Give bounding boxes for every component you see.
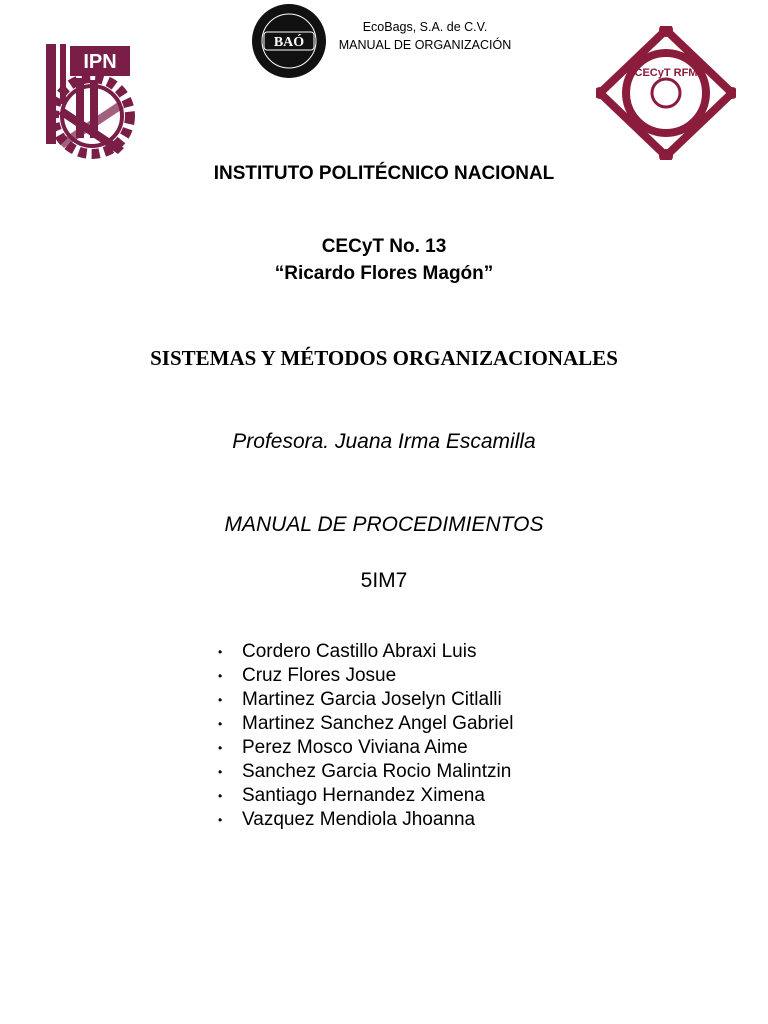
list-item bbox=[218, 736, 513, 760]
list-item bbox=[218, 664, 513, 688]
professor-name: Profesora. Juana Irma Escamilla bbox=[232, 430, 536, 453]
school-name: “Ricardo Flores Magón” bbox=[274, 263, 494, 284]
group-code: 5IM7 bbox=[360, 569, 408, 592]
list-item bbox=[218, 784, 513, 808]
list-item bbox=[218, 688, 513, 712]
company-logo bbox=[250, 2, 328, 80]
ipn-logo-text: IPN bbox=[83, 51, 117, 73]
member-name: Sanchez Garcia Rocio Malintzin bbox=[242, 761, 512, 782]
member-name: Cruz Flores Josue bbox=[242, 665, 397, 686]
bullet-icon: • bbox=[218, 669, 223, 683]
member-name: Martinez Garcia Joselyn Citlalli bbox=[242, 689, 502, 710]
bullet-icon: • bbox=[218, 693, 223, 707]
cecyt-logo bbox=[596, 26, 736, 160]
member-name: Vazquez Mendiola Jhoanna bbox=[242, 809, 476, 830]
document-header bbox=[330, 18, 520, 54]
company-name: EcoBags, S.A. de C.V. bbox=[362, 20, 488, 34]
cecyt-logo-text: CECyT RFM bbox=[634, 67, 698, 79]
list-item bbox=[218, 712, 513, 736]
bullet-icon: • bbox=[218, 789, 223, 803]
member-name: Santiago Hernandez Ximena bbox=[242, 785, 485, 806]
ipn-logo bbox=[40, 38, 136, 164]
list-item bbox=[218, 808, 513, 832]
document-type: MANUAL DE ORGANIZACIÓN bbox=[338, 38, 512, 52]
list-item bbox=[218, 760, 513, 784]
document-title: MANUAL DE PROCEDIMIENTOS bbox=[224, 513, 544, 536]
member-list bbox=[218, 640, 513, 832]
member-name: Perez Mosco Viviana Aime bbox=[242, 737, 468, 758]
list-item bbox=[218, 640, 513, 664]
bullet-icon: • bbox=[218, 813, 223, 827]
course-title: SISTEMAS Y MÉTODOS ORGANIZACIONALES bbox=[150, 346, 618, 370]
company-logo-text: BAÓ bbox=[273, 35, 305, 50]
member-name: Cordero Castillo Abraxi Luis bbox=[242, 641, 477, 662]
school-number: CECyT No. 13 bbox=[321, 236, 447, 257]
bullet-icon: • bbox=[218, 645, 223, 659]
institute-name: INSTITUTO POLITÉCNICO NACIONAL bbox=[213, 163, 555, 184]
member-name: Martinez Sanchez Angel Gabriel bbox=[242, 713, 514, 734]
bullet-icon: • bbox=[218, 741, 223, 755]
bullet-icon: • bbox=[218, 765, 223, 779]
bullet-icon: • bbox=[218, 717, 223, 731]
